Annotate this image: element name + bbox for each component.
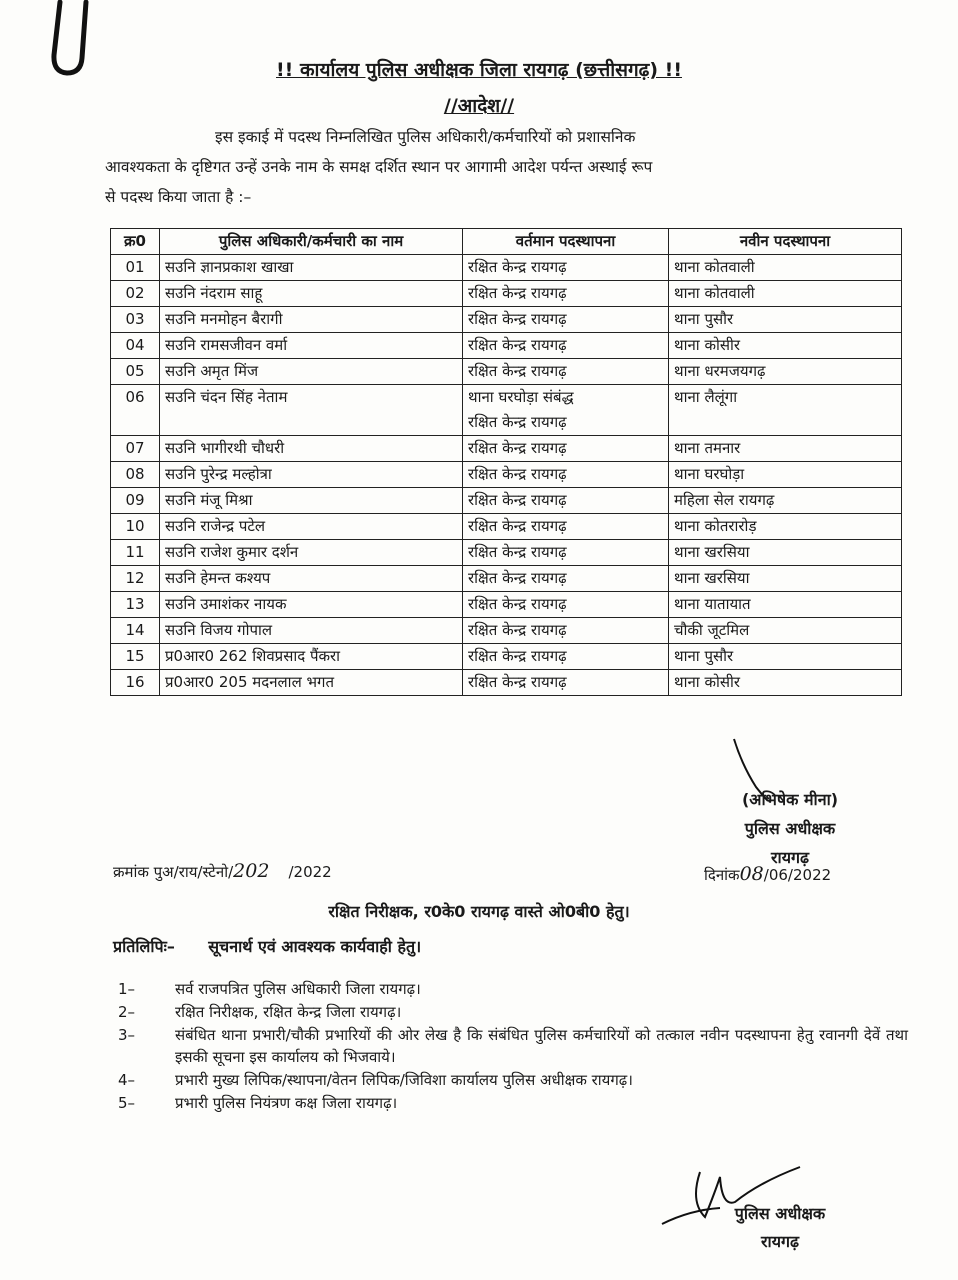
current-posting-line: रक्षित केन्द्र रायगढ़ (468, 439, 567, 457)
cell-current-posting (463, 436, 669, 462)
list-item (118, 1092, 908, 1114)
cell-serial: 07 (111, 436, 160, 462)
bottom-designation: पुलिस अधीक्षक (734, 1204, 826, 1223)
cell-name: सउनि विजय गोपाल (160, 618, 463, 644)
cell-name: सउनि नंदराम साहू (160, 281, 463, 307)
list-item-text: सर्व राजपत्रित पुलिस अधिकारी जिला रायगढ़। (175, 980, 421, 998)
cell-name: सउनि चंदन सिंह नेताम (160, 385, 463, 436)
current-posting-line: रक्षित केन्द्र रायगढ़ (468, 543, 567, 561)
table-row (111, 462, 902, 488)
list-item-number: 2– (118, 1003, 136, 1021)
table-row (111, 566, 902, 592)
cell-serial: 08 (111, 462, 160, 488)
cell-new-posting: थाना पुसौर (669, 307, 902, 333)
cell-current-posting (463, 281, 669, 307)
table-body (111, 255, 902, 696)
cell-new-posting: थाना खरसिया (669, 566, 902, 592)
cell-new-posting: थाना कोसीर (669, 670, 902, 696)
table-row (111, 618, 902, 644)
cell-current-posting (463, 670, 669, 696)
table-row (111, 333, 902, 359)
cell-serial: 12 (111, 566, 160, 592)
cell-new-posting: महिला सेल रायगढ़ (669, 488, 902, 514)
current-posting-line: रक्षित केन्द्र रायगढ़ (468, 284, 567, 302)
order-heading: //आदेश// (443, 95, 515, 117)
current-posting-line: रक्षित केन्द्र रायगढ़ (468, 621, 567, 639)
current-posting-line: रक्षित केन्द्र रायगढ़ (468, 336, 567, 354)
cell-new-posting: थाना कोसीर (669, 333, 902, 359)
cell-new-posting: थाना कोतवाली (669, 255, 902, 281)
list-item-number: 3– (118, 1026, 136, 1044)
current-posting-line: थाना घरघोड़ा संबंद्ध (468, 388, 574, 406)
table-row (111, 670, 902, 696)
cell-serial: 04 (111, 333, 160, 359)
cell-name: सउनि पुरेन्द्र मल्होत्रा (160, 462, 463, 488)
current-posting-line: रक्षित केन्द्र रायगढ़ (468, 491, 567, 509)
cell-new-posting: थाना तमनार (669, 436, 902, 462)
cell-new-posting: थाना लैलूंगा (669, 385, 902, 436)
cell-name: सउनि राजेश कुमार दर्शन (160, 540, 463, 566)
current-posting-line: रक्षित केन्द्र रायगढ़ (468, 258, 567, 276)
cell-serial: 13 (111, 592, 160, 618)
cell-current-posting (463, 385, 669, 436)
cell-current-posting (463, 644, 669, 670)
cell-name: सउनि भागीरथी चौधरी (160, 436, 463, 462)
intro-line-2: आवश्यकता के दृष्टिगत उन्हें उनके नाम के समक्ष दर्शित स्थान पर आगामी आदेश पर्यन्त अस्थाई रूप (105, 158, 653, 176)
current-posting-line: रक्षित केन्द्र रायगढ़ (468, 569, 567, 587)
list-item-text: प्रभारी पुलिस नियंत्रण कक्ष जिला रायगढ़। (175, 1094, 398, 1112)
cell-current-posting (463, 333, 669, 359)
cell-current-posting (463, 462, 669, 488)
cell-new-posting: थाना खरसिया (669, 540, 902, 566)
cell-new-posting: थाना घरघोड़ा (669, 462, 902, 488)
cell-serial: 10 (111, 514, 160, 540)
cell-name: सउनि उमाशंकर नायक (160, 592, 463, 618)
table-row (111, 540, 902, 566)
office-title: !! कार्यालय पुलिस अधीक्षक जिला रायगढ़ (छत्तीसगढ़) !! (276, 59, 682, 81)
cell-serial: 05 (111, 359, 160, 385)
current-posting-line: रक्षित केन्द्र रायगढ़ (468, 673, 567, 691)
cell-name: सउनि हेमन्त कश्यप (160, 566, 463, 592)
current-posting-line: रक्षित केन्द्र रायगढ़ (468, 310, 567, 328)
table-row (111, 514, 902, 540)
current-posting-line: रक्षित केन्द्र रायगढ़ (468, 465, 567, 483)
list-item-number: 4– (118, 1071, 136, 1089)
current-posting-line: रक्षित केन्द्र रायगढ़ (468, 595, 567, 613)
cell-new-posting: थाना धरमजयगढ़ (669, 359, 902, 385)
bottom-signature-block (700, 1200, 860, 1256)
reference-number: क्रमांक पुअ/राय/स्टेनो/202 /2022 (113, 860, 332, 882)
order-date: दिनांक08/06/2022 (704, 863, 832, 885)
cell-current-posting (463, 359, 669, 385)
copy-heading: प्रतिलिपिः– सूचनार्थ एवं आवश्यक कार्यवाही हेतु। (113, 937, 422, 956)
intro-paragraph (105, 122, 905, 212)
signature-block (660, 785, 920, 872)
cell-current-posting (463, 566, 669, 592)
cell-current-posting (463, 514, 669, 540)
list-item-text: संबंधित थाना प्रभारी/चौकी प्रभारियों की ओर लेख है कि संबंधित पुलिस कर्मचारियों को तत्काल नवीन पदस्थापना हेतु रवानगी देवें तथा इसकी सूचना इस कार्यालय को भिजवाये। (175, 1026, 908, 1066)
table-row (111, 436, 902, 462)
cell-name: सउनि रामसजीवन वर्मा (160, 333, 463, 359)
current-posting-line-2: रक्षित केन्द्र रायगढ़ (468, 413, 567, 431)
cell-serial: 06 (111, 385, 160, 436)
table-row (111, 592, 902, 618)
cell-current-posting (463, 488, 669, 514)
list-item-text: प्रभारी मुख्य लिपिक/स्थापना/वेतन लिपिक/जिविशा कार्यालय पुलिस अधीक्षक रायगढ़। (175, 1071, 633, 1089)
cell-serial: 15 (111, 644, 160, 670)
copy-list (118, 978, 908, 1115)
list-item-text: रक्षित निरीक्षक, रक्षित केन्द्र जिला रायगढ़। (175, 1003, 402, 1021)
cell-name: सउनि अमृत मिंज (160, 359, 463, 385)
list-item (118, 1069, 908, 1091)
cell-name: सउनि ज्ञानप्रकाश खाखा (160, 255, 463, 281)
cell-new-posting: थाना यातायात (669, 592, 902, 618)
cell-current-posting (463, 307, 669, 333)
intro-line-1: इस इकाई में पदस्थ निम्नलिखित पुलिस अधिकारी/कर्मचारियों को प्रशासनिक (215, 128, 636, 146)
header-current-posting: वर्तमान पदस्थापना (463, 229, 669, 255)
cell-name: प्र0आर0 262 शिवप्रसाद पैंकरा (160, 644, 463, 670)
table-row (111, 281, 902, 307)
table-row (111, 359, 902, 385)
cell-new-posting: थाना कोतवाली (669, 281, 902, 307)
header-serial: क्र0 (111, 229, 160, 255)
cell-new-posting: थाना कोतरारोड़ (669, 514, 902, 540)
header-new-posting: नवीन पदस्थापना (669, 229, 902, 255)
cell-serial: 14 (111, 618, 160, 644)
table-row (111, 644, 902, 670)
cell-serial: 02 (111, 281, 160, 307)
current-posting-line: रक्षित केन्द्र रायगढ़ (468, 517, 567, 535)
cell-current-posting (463, 255, 669, 281)
table-header-row (111, 229, 902, 255)
current-posting-line: रक्षित केन्द्र रायगढ़ (468, 647, 567, 665)
cell-new-posting: थाना पुसौर (669, 644, 902, 670)
cell-name: सउनि राजेन्द्र पटेल (160, 514, 463, 540)
intro-line-3: से पदस्थ किया जाता है :– (105, 188, 252, 206)
table-row (111, 307, 902, 333)
header-name: पुलिस अधिकारी/कर्मचारी का नाम (160, 229, 463, 255)
list-item-number: 5– (118, 1094, 136, 1112)
current-posting-line: रक्षित केन्द्र रायगढ़ (468, 362, 567, 380)
cell-serial: 16 (111, 670, 160, 696)
handwritten-ref-number: 202 (233, 860, 270, 882)
list-item (118, 1024, 908, 1068)
table-row (111, 488, 902, 514)
cell-current-posting (463, 592, 669, 618)
signatory-name: (अभिषेक मीना) (741, 790, 839, 809)
cell-serial: 11 (111, 540, 160, 566)
cell-serial: 09 (111, 488, 160, 514)
cell-new-posting: चौकी जूटमिल (669, 618, 902, 644)
cell-serial: 03 (111, 307, 160, 333)
forward-line: रक्षित निरीक्षक, र0के0 रायगढ़ वास्ते ओ0बी0 हेतु। (328, 902, 630, 921)
cell-serial: 01 (111, 255, 160, 281)
handwritten-day: 08 (739, 863, 764, 885)
table-row (111, 385, 902, 436)
list-item (118, 1001, 908, 1023)
cell-name: प्र0आर0 205 मदनलाल भगत (160, 670, 463, 696)
signatory-place: रायगढ़ (771, 848, 809, 867)
posting-table (110, 228, 902, 696)
cell-name: सउनि मनमोहन बैरागी (160, 307, 463, 333)
list-item-number: 1– (118, 980, 136, 998)
cell-current-posting (463, 540, 669, 566)
table-row (111, 255, 902, 281)
cell-name: सउनि मंजू मिश्रा (160, 488, 463, 514)
bottom-place: रायगढ़ (761, 1232, 799, 1251)
signatory-designation: पुलिस अधीक्षक (744, 819, 836, 838)
list-item (118, 978, 908, 1000)
cell-current-posting (463, 618, 669, 644)
